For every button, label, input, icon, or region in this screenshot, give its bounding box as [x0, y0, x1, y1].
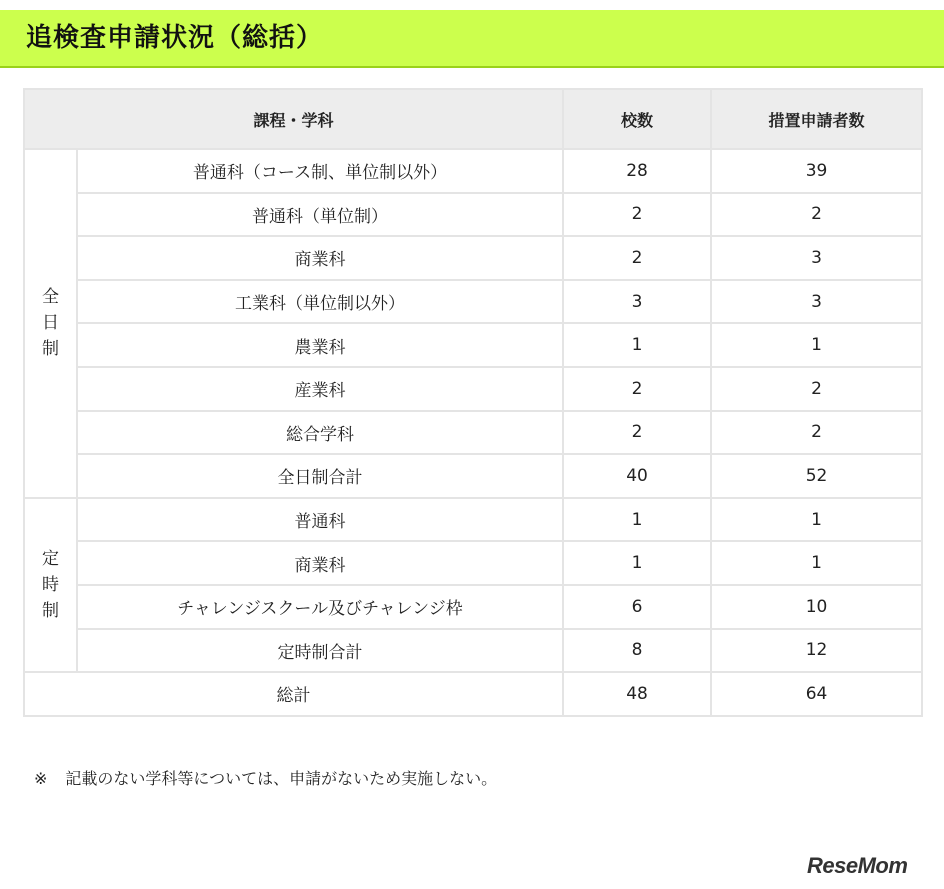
page-title: 追検査申請状況（総括） [26, 23, 324, 53]
note-text: 記載のない学科等については、申請がないため実施しない。 [65, 769, 498, 788]
row-name: 総合学科 [77, 411, 563, 455]
row-name: 工業科（単位制以外） [77, 280, 563, 324]
table-row [24, 411, 922, 455]
row-schools: 1 [563, 498, 711, 542]
table-row-subtotal [24, 454, 922, 498]
row-schools: 2 [563, 411, 711, 455]
row-name: チャレンジスクール及びチャレンジ枠 [77, 585, 563, 629]
row-applicants: 39 [711, 149, 922, 193]
resemom-logo: ReseMom [807, 853, 908, 878]
note-mark: ※ [34, 769, 48, 788]
title-banner [0, 10, 944, 68]
row-name: 定時制合計 [77, 629, 563, 673]
row-applicants: 2 [711, 367, 922, 411]
table-row-subtotal [24, 629, 922, 673]
row-schools: 28 [563, 149, 711, 193]
table-row [24, 541, 922, 585]
row-name: 全日制合計 [77, 454, 563, 498]
row-schools: 2 [563, 193, 711, 237]
table-row [24, 323, 922, 367]
table-row-total [24, 672, 922, 716]
footnote [34, 766, 497, 789]
row-name: 農業科 [77, 323, 563, 367]
header-applicants: 措置申請者数 [711, 89, 922, 149]
row-schools: 8 [563, 629, 711, 673]
group-label-parttime: 定 時 制 [24, 498, 77, 672]
row-applicants: 10 [711, 585, 922, 629]
table-row [24, 367, 922, 411]
row-name: 商業科 [77, 236, 563, 280]
row-name: 普通科 [77, 498, 563, 542]
row-applicants: 2 [711, 411, 922, 455]
row-applicants: 1 [711, 541, 922, 585]
header-schools: 校数 [563, 89, 711, 149]
row-applicants: 3 [711, 236, 922, 280]
table-row [24, 280, 922, 324]
row-schools: 3 [563, 280, 711, 324]
row-applicants: 12 [711, 629, 922, 673]
table-row [24, 498, 922, 542]
row-schools: 1 [563, 323, 711, 367]
total-applicants: 64 [711, 672, 922, 716]
total-name: 総計 [24, 672, 563, 716]
table-row [24, 149, 922, 193]
row-name: 普通科（コース制、単位制以外） [77, 149, 563, 193]
summary-table [23, 88, 923, 717]
row-schools: 2 [563, 367, 711, 411]
row-applicants: 1 [711, 498, 922, 542]
row-schools: 2 [563, 236, 711, 280]
row-applicants: 52 [711, 454, 922, 498]
total-schools: 48 [563, 672, 711, 716]
row-applicants: 3 [711, 280, 922, 324]
row-name: 商業科 [77, 541, 563, 585]
row-schools: 6 [563, 585, 711, 629]
row-name: 普通科（単位制） [77, 193, 563, 237]
header-course: 課程・学科 [24, 89, 563, 149]
row-schools: 1 [563, 541, 711, 585]
row-schools: 40 [563, 454, 711, 498]
row-applicants: 1 [711, 323, 922, 367]
table-row [24, 193, 922, 237]
row-applicants: 2 [711, 193, 922, 237]
group-label-fulltime: 全 日 制 [24, 149, 77, 498]
table-row [24, 585, 922, 629]
table-row [24, 236, 922, 280]
row-name: 産業科 [77, 367, 563, 411]
table-header-row [24, 89, 922, 149]
